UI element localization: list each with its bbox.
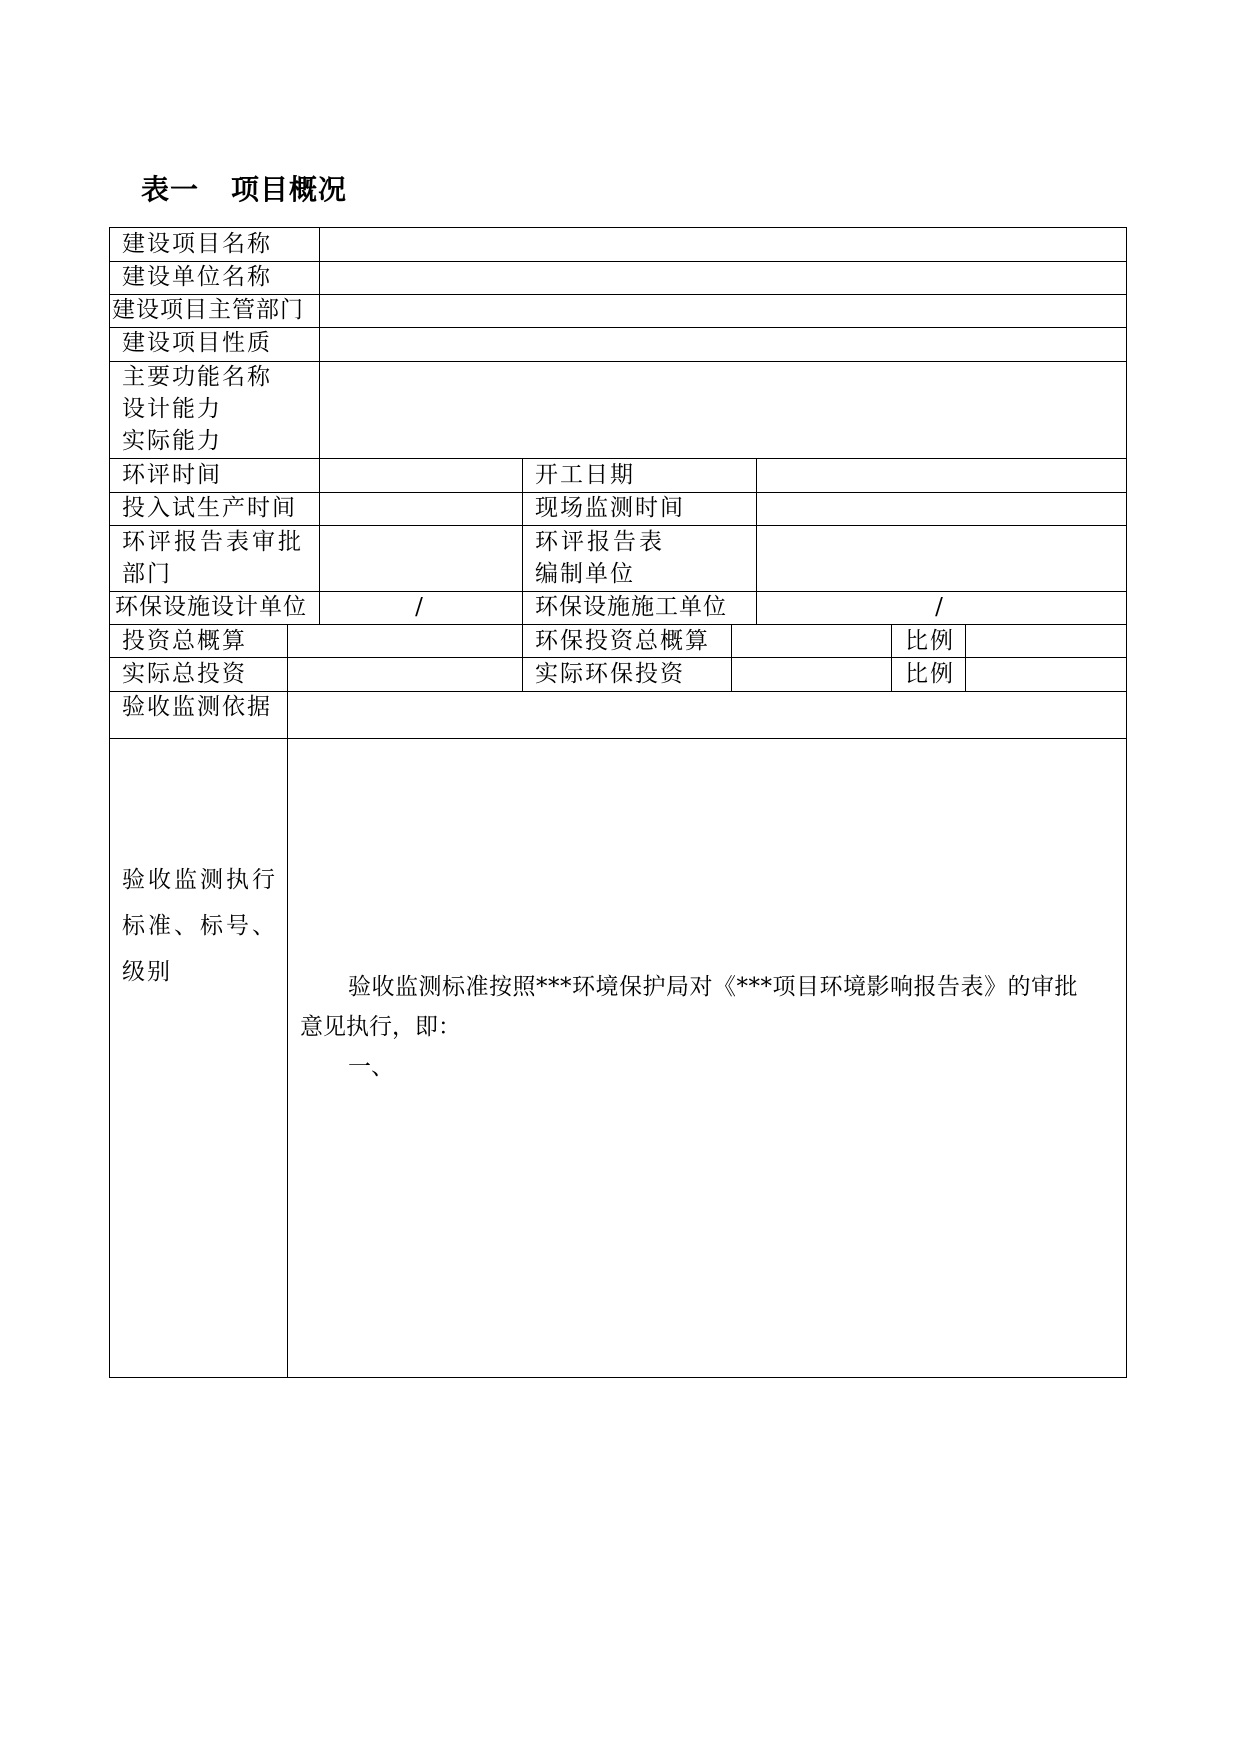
label-trial-production-time: 投入试生产时间: [122, 495, 297, 521]
label-env-facility-construction-unit: 环保设施施工单位: [535, 594, 727, 620]
column-divider: [731, 624, 732, 691]
column-divider: [287, 624, 288, 1378]
row-divider: [109, 738, 1127, 739]
standards-text-line2: 意见执行，即：: [300, 1014, 461, 1040]
label-eia-approval-dept: 环评报告表审批: [122, 529, 304, 555]
label-project-name: 建设项目名称: [122, 231, 272, 257]
column-divider: [522, 458, 523, 691]
label-start-date: 开工日期: [535, 462, 635, 488]
label-eia-compiler: 环评报告表: [535, 529, 665, 555]
label-total-investment-estimate: 投资总概算: [122, 628, 247, 654]
table-name: 项目概况: [231, 173, 348, 206]
table-border-bottom: [109, 1377, 1127, 1378]
label-ratio-1: 比例: [905, 628, 955, 654]
column-divider: [965, 624, 966, 691]
standards-text-line1: 验收监测标准按照***环境保护局对《***项目环境影响报告表》的审批: [348, 974, 1078, 1000]
label-eia-approval-dept-line2: 部门: [122, 561, 172, 587]
table-number: 表一: [141, 173, 200, 206]
label-eia-time: 环评时间: [122, 462, 222, 488]
label-standards-line3: 级别: [122, 959, 172, 985]
standards-content: [300, 967, 1120, 1087]
column-divider: [756, 458, 757, 625]
column-divider: [891, 624, 892, 691]
env-facility-design-value: /: [415, 594, 425, 620]
column-divider: [319, 227, 320, 625]
label-env-investment-estimate: 环保投资总概算: [535, 628, 710, 654]
label-acceptance-basis: 验收监测依据: [122, 694, 272, 720]
table-border-right: [1126, 227, 1127, 1378]
label-eia-compiler-line2: 编制单位: [535, 561, 635, 587]
label-actual-total-investment: 实际总投资: [122, 661, 247, 687]
label-env-facility-design-unit: 环保设施设计单位: [115, 594, 307, 620]
label-supervising-dept: 建设项目主管部门: [112, 297, 304, 323]
label-ratio-2: 比例: [905, 661, 955, 687]
label-standards-line2: 标准、标号、: [122, 913, 278, 939]
label-site-monitoring-time: 现场监测时间: [535, 495, 685, 521]
label-unit-name: 建设单位名称: [122, 264, 272, 290]
table-border-left: [109, 227, 110, 1378]
label-design-capacity: 设计能力: [122, 396, 222, 422]
label-actual-env-investment: 实际环保投资: [535, 661, 685, 687]
label-actual-capacity: 实际能力: [122, 428, 222, 454]
env-facility-construction-value: /: [935, 594, 945, 620]
label-project-nature: 建设项目性质: [122, 330, 272, 356]
standards-text-line3: 一、: [348, 1054, 394, 1080]
label-standards-line1: 验收监测执行: [122, 867, 278, 893]
label-main-function: 主要功能名称: [122, 364, 272, 390]
